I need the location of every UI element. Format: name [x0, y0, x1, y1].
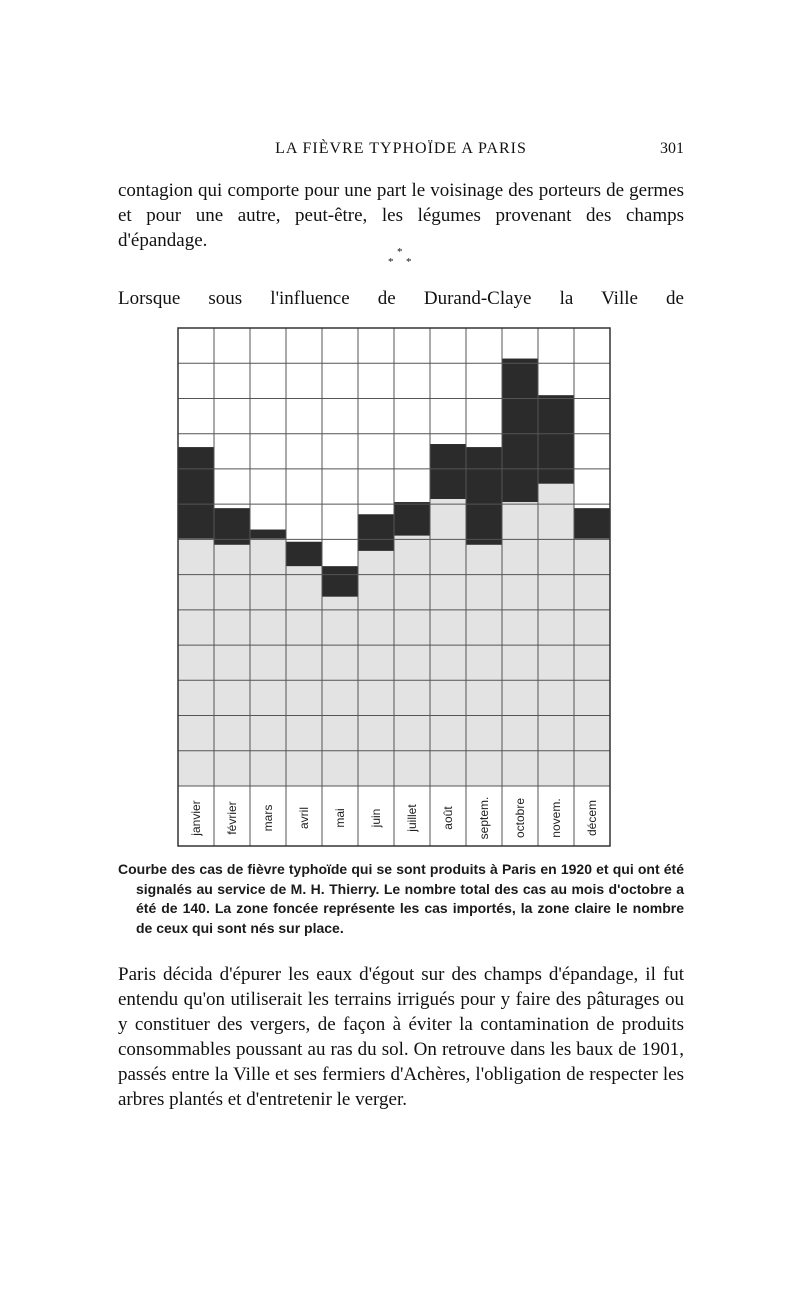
month-label: octobre — [513, 797, 527, 839]
bar-imported-cases — [538, 395, 574, 484]
asterism-star: * — [397, 246, 403, 258]
bar-local-cases — [322, 597, 358, 786]
bar-imported-cases — [178, 447, 214, 539]
bar-local-cases — [502, 502, 538, 786]
bar-imported-cases — [466, 447, 502, 545]
paragraph-1 — [118, 178, 684, 253]
paragraph-3-text: Paris décida d'épurer les eaux d'égout sur des champs d'épandage, il fut entendu qu'on utiliserait les terrains irrigués pour y faire des pâturages ou y constituer des vergers, de façon à éviter la contamination de produits consommables poussant au ras du sol. On retrouve dans les baux de 1901, passés entre la Ville et ses fermiers d'Achères, l'obligation de respecter les arbres plantés et d'entretenir le verger. — [118, 964, 684, 1110]
bar-local-cases — [394, 536, 430, 786]
bar-local-cases — [250, 539, 286, 786]
bar-local-cases — [466, 545, 502, 786]
month-label: mars — [261, 804, 275, 832]
bar-local-cases — [286, 566, 322, 786]
paragraph-1-text: contagion qui comporte pour une part le voisinage des porteurs de germes et pour une autre, peut-être, les légumes provenant des champs d'épandage. — [118, 180, 684, 251]
running-head — [118, 140, 684, 164]
typhoid-chart — [176, 324, 616, 850]
bar-imported-cases — [250, 530, 286, 539]
bar-imported-cases — [322, 566, 358, 597]
bar-imported-cases — [502, 359, 538, 503]
month-label: juillet — [405, 804, 419, 832]
caption-text: Courbe des cas de fièvre typhoïde qui se sont produits à Paris en 1920 et qui ont été signalés au service de M. H. Thierry. Le nombre total des cas au mois d'octobre a été de 140. La zone foncée représente les cas importés, la zone claire le nombre de ceux qui sont nés sur place. — [118, 861, 684, 936]
bar-imported-cases — [574, 508, 610, 539]
month-label: juin — [369, 808, 383, 828]
month-label: mai — [333, 808, 347, 828]
bar-local-cases — [430, 499, 466, 786]
month-label: février — [225, 801, 239, 835]
month-label: avril — [297, 806, 311, 830]
bar-imported-cases — [286, 542, 322, 566]
asterism-star: * — [388, 256, 394, 268]
month-label: septem. — [477, 796, 491, 840]
bar-local-cases — [538, 484, 574, 786]
bar-imported-cases — [430, 444, 466, 499]
month-label: août — [441, 806, 455, 830]
paragraph-2-text: Lorsque sous l'influence de Durand-Claye la Ville de — [118, 288, 684, 309]
asterism — [380, 246, 420, 274]
page-number: 301 — [660, 140, 684, 157]
month-label: décem — [585, 799, 599, 837]
running-title: LA FIÈVRE TYPHOÏDE A PARIS — [275, 140, 527, 157]
paragraph-2 — [118, 286, 684, 311]
asterism-star: * — [406, 256, 412, 268]
bar-imported-cases — [394, 502, 430, 536]
bar-local-cases — [214, 545, 250, 786]
bar-local-cases — [178, 539, 214, 786]
paragraph-3 — [118, 962, 684, 1112]
month-label: janvier — [189, 800, 203, 836]
bar-local-cases — [574, 539, 610, 786]
bar-imported-cases — [358, 514, 394, 551]
figure-caption — [118, 860, 684, 938]
month-label: novem. — [549, 798, 563, 838]
